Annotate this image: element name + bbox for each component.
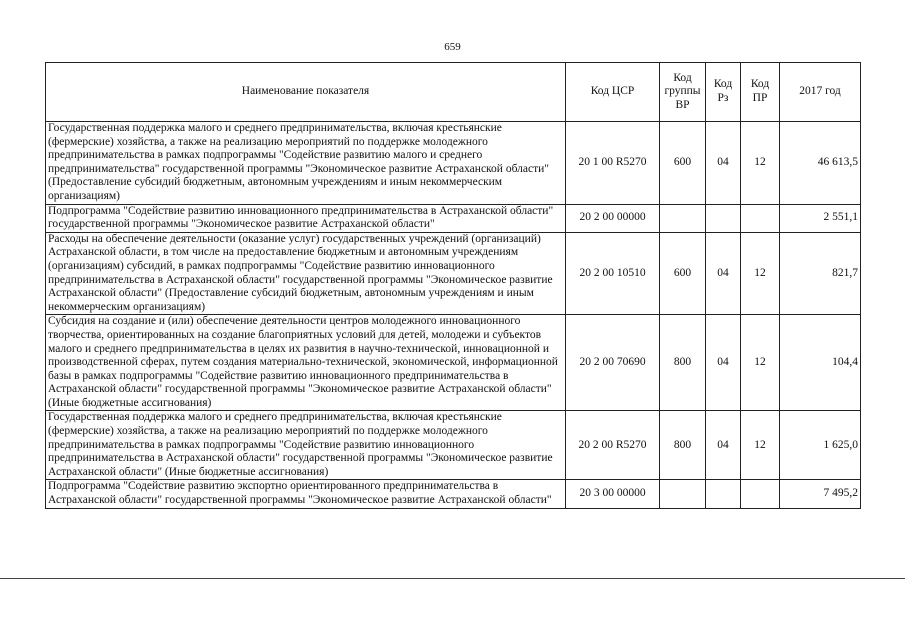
- row-value: 821,7: [780, 232, 861, 315]
- row-name: Расходы на обеспечение деятельности (оказание услуг) государственных учреждений (организаций) Астраханской области, в том числе на предоставление бюджетным и автономным учреждениям (организациям) субсидий, в рамках подпрограммы "Содействие развитию инновационного предпринимательства в Астраханской области" государственной программы "Экономическое развитие Астраханской области" (Предоставление субсидий бюджетным, автономным учреждениям и иным некоммерческим организациям): [46, 232, 566, 315]
- row-value: 2 551,1: [780, 204, 861, 232]
- row-rz: 04: [706, 315, 741, 411]
- header-name: Наименование показателя: [46, 63, 566, 122]
- row-pr: 12: [741, 232, 780, 315]
- page-number: 659: [444, 41, 461, 53]
- header-pr: Код ПР: [741, 63, 780, 122]
- row-vr: 600: [660, 122, 706, 205]
- row-rz: 04: [706, 122, 741, 205]
- table-header-row: [46, 63, 861, 122]
- table-row: [46, 204, 861, 232]
- row-pr: 12: [741, 122, 780, 205]
- row-rz: 04: [706, 411, 741, 480]
- row-name: Подпрограмма "Содействие развитию экспортно ориентированного предпринимательства в Астраханской области" государственной программы "Экономическое развитие Астраханской области": [46, 480, 566, 508]
- row-name: Подпрограмма "Содействие развитию инновационного предпринимательства в Астраханской области" государственной программы "Экономическое развитие Астраханской области": [46, 204, 566, 232]
- row-value: 7 495,2: [780, 480, 861, 508]
- row-csr: 20 2 00 00000: [566, 204, 660, 232]
- row-vr: [660, 480, 706, 508]
- row-value: 1 625,0: [780, 411, 861, 480]
- header-rz: Код Рз: [706, 63, 741, 122]
- row-pr: 12: [741, 411, 780, 480]
- row-pr: 12: [741, 315, 780, 411]
- row-vr: 800: [660, 411, 706, 480]
- row-name: Государственная поддержка малого и среднего предпринимательства, включая крестьянские (фермерские) хозяйства, а также на реализацию мероприятий по поддержке молодежного предпринимательства в рамках подпрограммы "Содействие развитию инновационного предпринимательства в Астраханской области" государственной программы "Экономическое развитие Астраханской области" (Иные бюджетные ассигнования): [46, 411, 566, 480]
- row-pr: [741, 204, 780, 232]
- row-vr: 600: [660, 232, 706, 315]
- table-row: [46, 232, 861, 315]
- row-csr: 20 2 00 10510: [566, 232, 660, 315]
- table-row: [46, 411, 861, 480]
- budget-table: [45, 62, 861, 509]
- row-csr: 20 2 00 R5270: [566, 411, 660, 480]
- row-rz: [706, 480, 741, 508]
- row-name: Субсидия на создание и (или) обеспечение деятельности центров молодежного инновационного творчества, ориентированных на создание благоприятных условий для детей, молодежи и субъектов малого и среднего предпринимательства в целях их развития в научно-технической, инновационной и производственной сферах, путем создания материально-технической, экономической, информационной базы в рамках подпрограммы "Содействие развитию инновационного предпринимательства в Астраханской области" государственной программы "Экономическое развитие Астраханской области" (Иные бюджетные ассигнования): [46, 315, 566, 411]
- row-name: Государственная поддержка малого и среднего предпринимательства, включая крестьянские (фермерские) хозяйства, а также на реализацию мероприятий по поддержке молодежного предпринимательства в рамках подпрограммы "Содействие развитию малого и среднего предпринимательства" государственной программы "Экономическое развитие Астраханской области" (Предоставление субсидий бюджетным, автономным учреждениям и иным некоммерческим организациям): [46, 122, 566, 205]
- row-rz: 04: [706, 232, 741, 315]
- row-csr: 20 2 00 70690: [566, 315, 660, 411]
- row-value: 104,4: [780, 315, 861, 411]
- row-csr: 20 1 00 R5270: [566, 122, 660, 205]
- row-pr: [741, 480, 780, 508]
- row-vr: [660, 204, 706, 232]
- table-row: [46, 122, 861, 205]
- strikethrough-line: [0, 578, 905, 579]
- row-rz: [706, 204, 741, 232]
- row-value: 46 613,5: [780, 122, 861, 205]
- table-row: [46, 480, 861, 508]
- row-vr: 800: [660, 315, 706, 411]
- row-csr: 20 3 00 00000: [566, 480, 660, 508]
- header-year: 2017 год: [780, 63, 861, 122]
- table-row: [46, 315, 861, 411]
- header-csr: Код ЦСР: [566, 63, 660, 122]
- header-vr: Код группы ВР: [660, 63, 706, 122]
